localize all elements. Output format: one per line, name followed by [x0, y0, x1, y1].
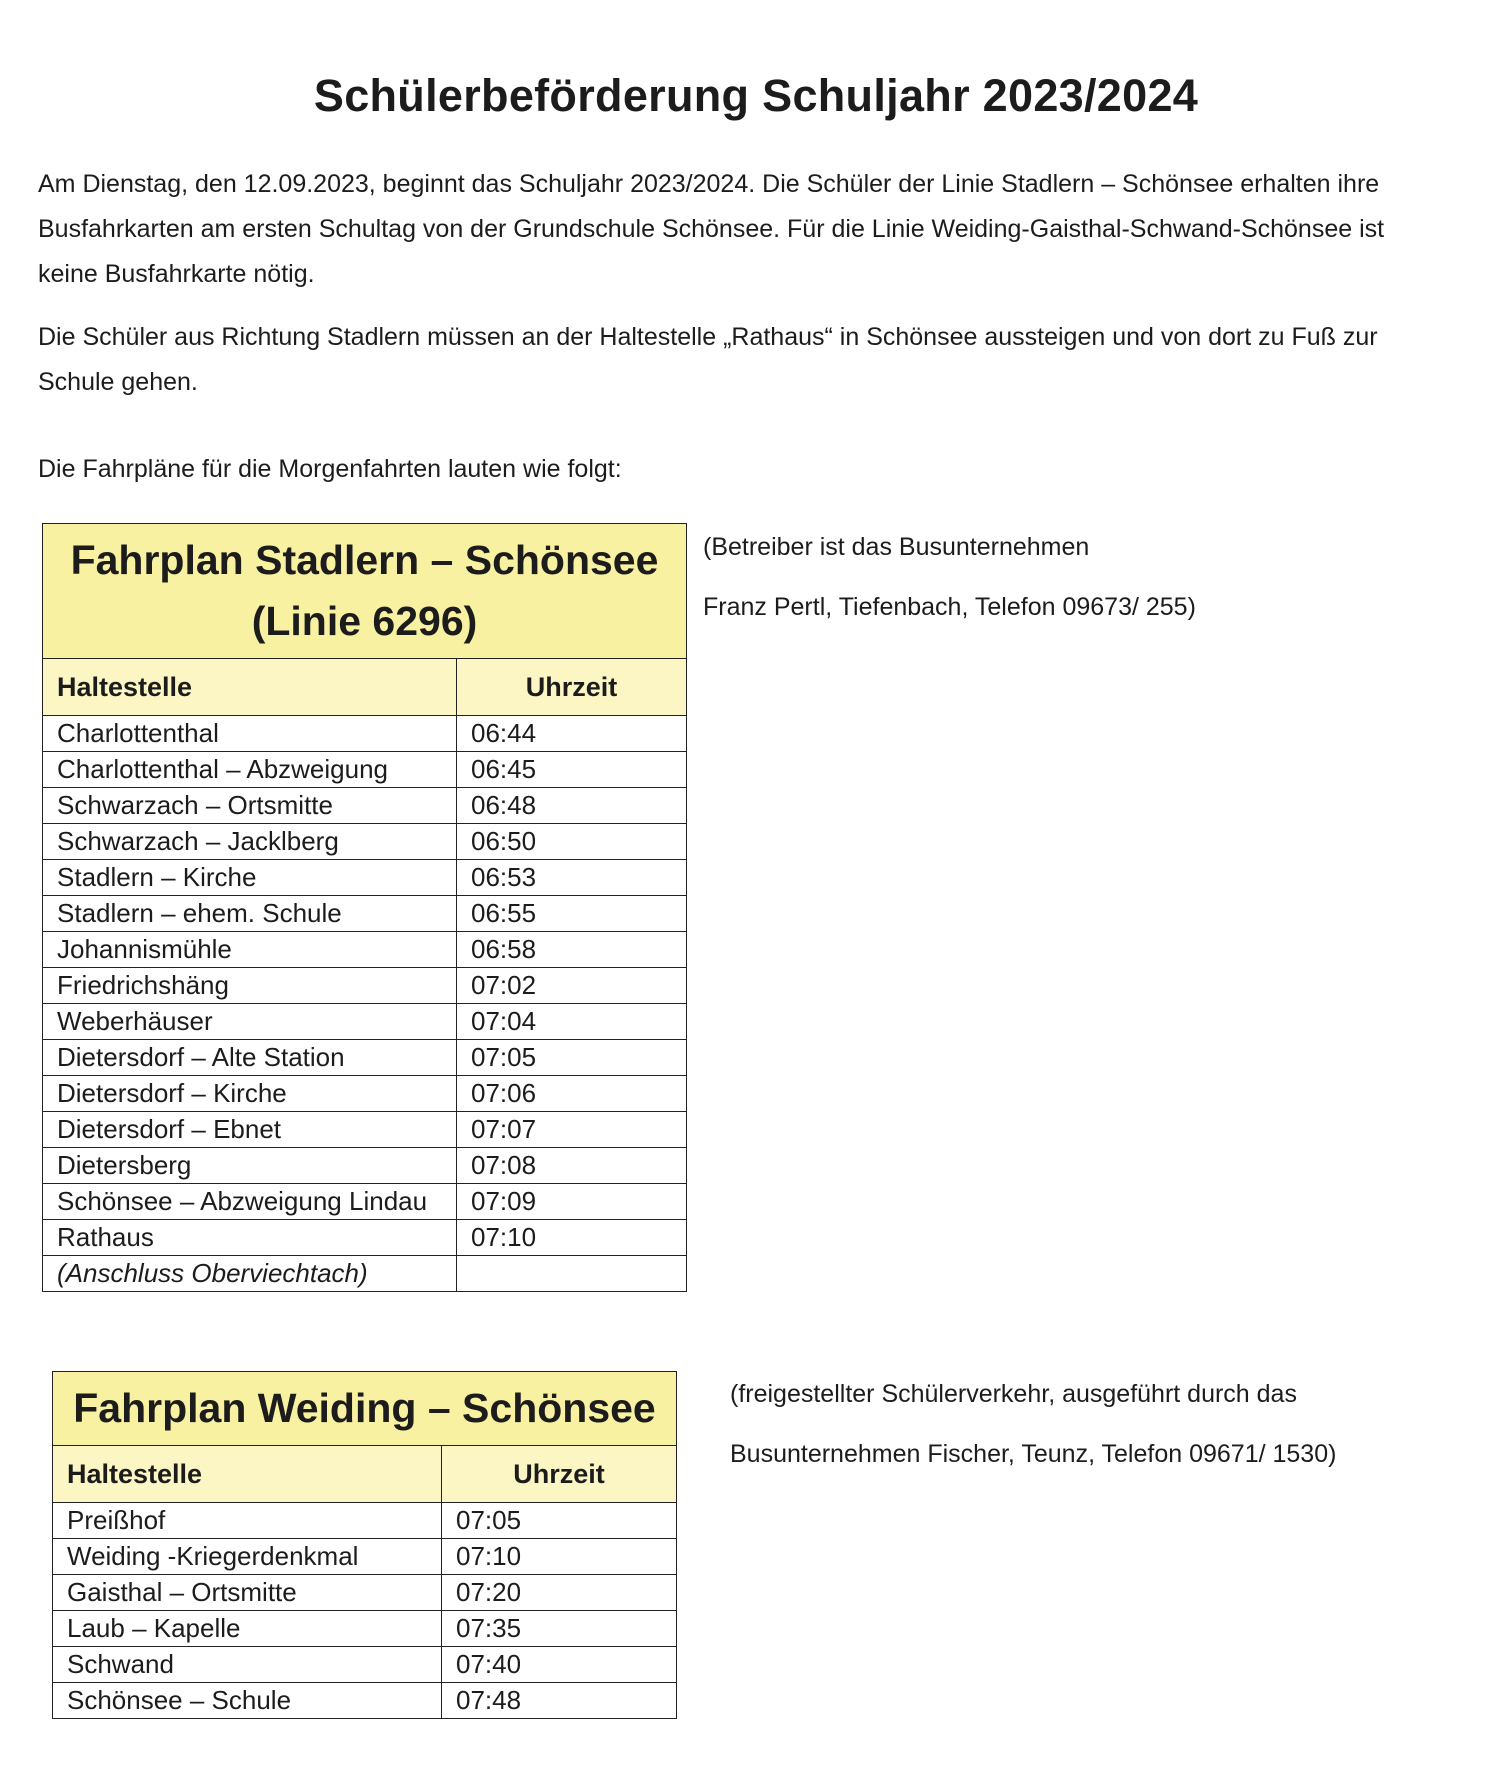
- stop-name: Dietersdorf – Ebnet: [43, 1112, 457, 1148]
- departure-time: 07:40: [442, 1647, 677, 1683]
- table-row: [53, 1683, 677, 1719]
- intro-paragraph-2: Die Schüler aus Richtung Stadlern müssen an der Haltestelle „Rathaus“ in Schönsee aussteigen und von dort zu Fuß zur Schule gehen.: [38, 323, 1378, 396]
- timetable-weiding-schoensee: [52, 1371, 677, 1719]
- departure-time: 07:06: [457, 1076, 687, 1112]
- stop-name: Stadlern – Kirche: [43, 860, 457, 896]
- intro-paragraph-3: Die Fahrpläne für die Morgenfahrten lauten wie folgt:: [38, 455, 622, 483]
- stop-name: Weiding -Kriegerdenkmal: [53, 1539, 442, 1575]
- stop-name: Weberhäuser: [43, 1004, 457, 1040]
- stop-name: Dietersberg: [43, 1148, 457, 1184]
- departure-time: 07:05: [457, 1040, 687, 1076]
- operator-note-weiding: [730, 1364, 1336, 1484]
- stop-name: Schwand: [53, 1647, 442, 1683]
- stop-name: Charlottenthal – Abzweigung: [43, 752, 457, 788]
- departure-time: 07:09: [457, 1184, 687, 1220]
- table-row: [43, 716, 687, 752]
- stop-name: Laub – Kapelle: [53, 1611, 442, 1647]
- table-row: [53, 1611, 677, 1647]
- departure-time: 07:04: [457, 1004, 687, 1040]
- departure-time: 07:02: [457, 968, 687, 1004]
- departure-time: 07:07: [457, 1112, 687, 1148]
- stop-name: Schönsee – Abzweigung Lindau: [43, 1184, 457, 1220]
- departure-time: 07:20: [442, 1575, 677, 1611]
- stop-name: Dietersdorf – Kirche: [43, 1076, 457, 1112]
- table-row: [53, 1575, 677, 1611]
- stop-name: Rathaus: [43, 1220, 457, 1256]
- timetable-body: [53, 1503, 677, 1719]
- operator-note-line2: Franz Pertl, Tiefenbach, Telefon 09673/ 255): [703, 593, 1196, 621]
- column-header-stop: Haltestelle: [43, 659, 457, 716]
- table-row: [53, 1503, 677, 1539]
- table-row: [43, 1184, 687, 1220]
- table-row: [43, 824, 687, 860]
- table-row: [43, 860, 687, 896]
- departure-time: [457, 1256, 687, 1292]
- timetable-title-line2: (Linie 6296): [251, 598, 478, 644]
- stop-name: Gaisthal – Ortsmitte: [53, 1575, 442, 1611]
- table-row: [43, 968, 687, 1004]
- departure-time: 07:10: [457, 1220, 687, 1256]
- table-row: [43, 1112, 687, 1148]
- timetable-stadlern-schoensee: [42, 523, 687, 1292]
- table-row: [53, 1647, 677, 1683]
- stop-name: Johannismühle: [43, 932, 457, 968]
- table-row: [53, 1539, 677, 1575]
- departure-time: 07:10: [442, 1539, 677, 1575]
- stop-name: Schwarzach – Jacklberg: [43, 824, 457, 860]
- stop-name: Preißhof: [53, 1503, 442, 1539]
- timetable-body: [43, 716, 687, 1292]
- table-row: [43, 1256, 687, 1292]
- departure-time: 06:48: [457, 788, 687, 824]
- table-row: [43, 1220, 687, 1256]
- stop-name: Dietersdorf – Alte Station: [43, 1040, 457, 1076]
- departure-time: 07:08: [457, 1148, 687, 1184]
- departure-time: 06:53: [457, 860, 687, 896]
- intro-paragraph-1: Am Dienstag, den 12.09.2023, beginnt das Schuljahr 2023/2024. Die Schüler der Linie Stadlern – Schönsee erhalten ihre Busfahrkarten am ersten Schultag von der Grundschule Schönsee. Für die Linie Weiding-Gaisthal-Schwand-Schönsee ist keine Busfahrkarte nötig.: [38, 170, 1385, 288]
- departure-time: 06:55: [457, 896, 687, 932]
- table-row: [43, 1004, 687, 1040]
- departure-time: 07:48: [442, 1683, 677, 1719]
- timetable-title-line1: Fahrplan Stadlern – Schönsee: [70, 537, 659, 583]
- table-row: [43, 752, 687, 788]
- operator-note-line2: Busunternehmen Fischer, Teunz, Telefon 09671/ 1530): [730, 1440, 1337, 1468]
- timetable-title: Fahrplan Weiding – Schönsee: [53, 1372, 677, 1446]
- timetable-title: [43, 524, 687, 659]
- stop-name: Schwarzach – Ortsmitte: [43, 788, 457, 824]
- departure-time: 06:58: [457, 932, 687, 968]
- table-row: [43, 896, 687, 932]
- page-title: Schülerbeförderung Schuljahr 2023/2024: [313, 70, 1199, 121]
- stop-name: (Anschluss Oberviechtach): [43, 1256, 457, 1292]
- column-header-time: Uhrzeit: [442, 1446, 677, 1503]
- table-row: [43, 1076, 687, 1112]
- operator-note-line1: (Betreiber ist das Busunternehmen: [703, 533, 1090, 561]
- table-row: [43, 932, 687, 968]
- departure-time: 06:45: [457, 752, 687, 788]
- departure-time: 06:50: [457, 824, 687, 860]
- operator-note-line1: (freigestellter Schülerverkehr, ausgeführt durch das: [730, 1380, 1297, 1408]
- departure-time: 07:35: [442, 1611, 677, 1647]
- table-row: [43, 1040, 687, 1076]
- operator-note-stadlern: [703, 517, 1196, 637]
- stop-name: Charlottenthal: [43, 716, 457, 752]
- table-row: [43, 788, 687, 824]
- table-row: [43, 1148, 687, 1184]
- stop-name: Friedrichshäng: [43, 968, 457, 1004]
- column-header-stop: Haltestelle: [53, 1446, 442, 1503]
- departure-time: 06:44: [457, 716, 687, 752]
- stop-name: Schönsee – Schule: [53, 1683, 442, 1719]
- departure-time: 07:05: [442, 1503, 677, 1539]
- stop-name: Stadlern – ehem. Schule: [43, 896, 457, 932]
- column-header-time: Uhrzeit: [457, 659, 687, 716]
